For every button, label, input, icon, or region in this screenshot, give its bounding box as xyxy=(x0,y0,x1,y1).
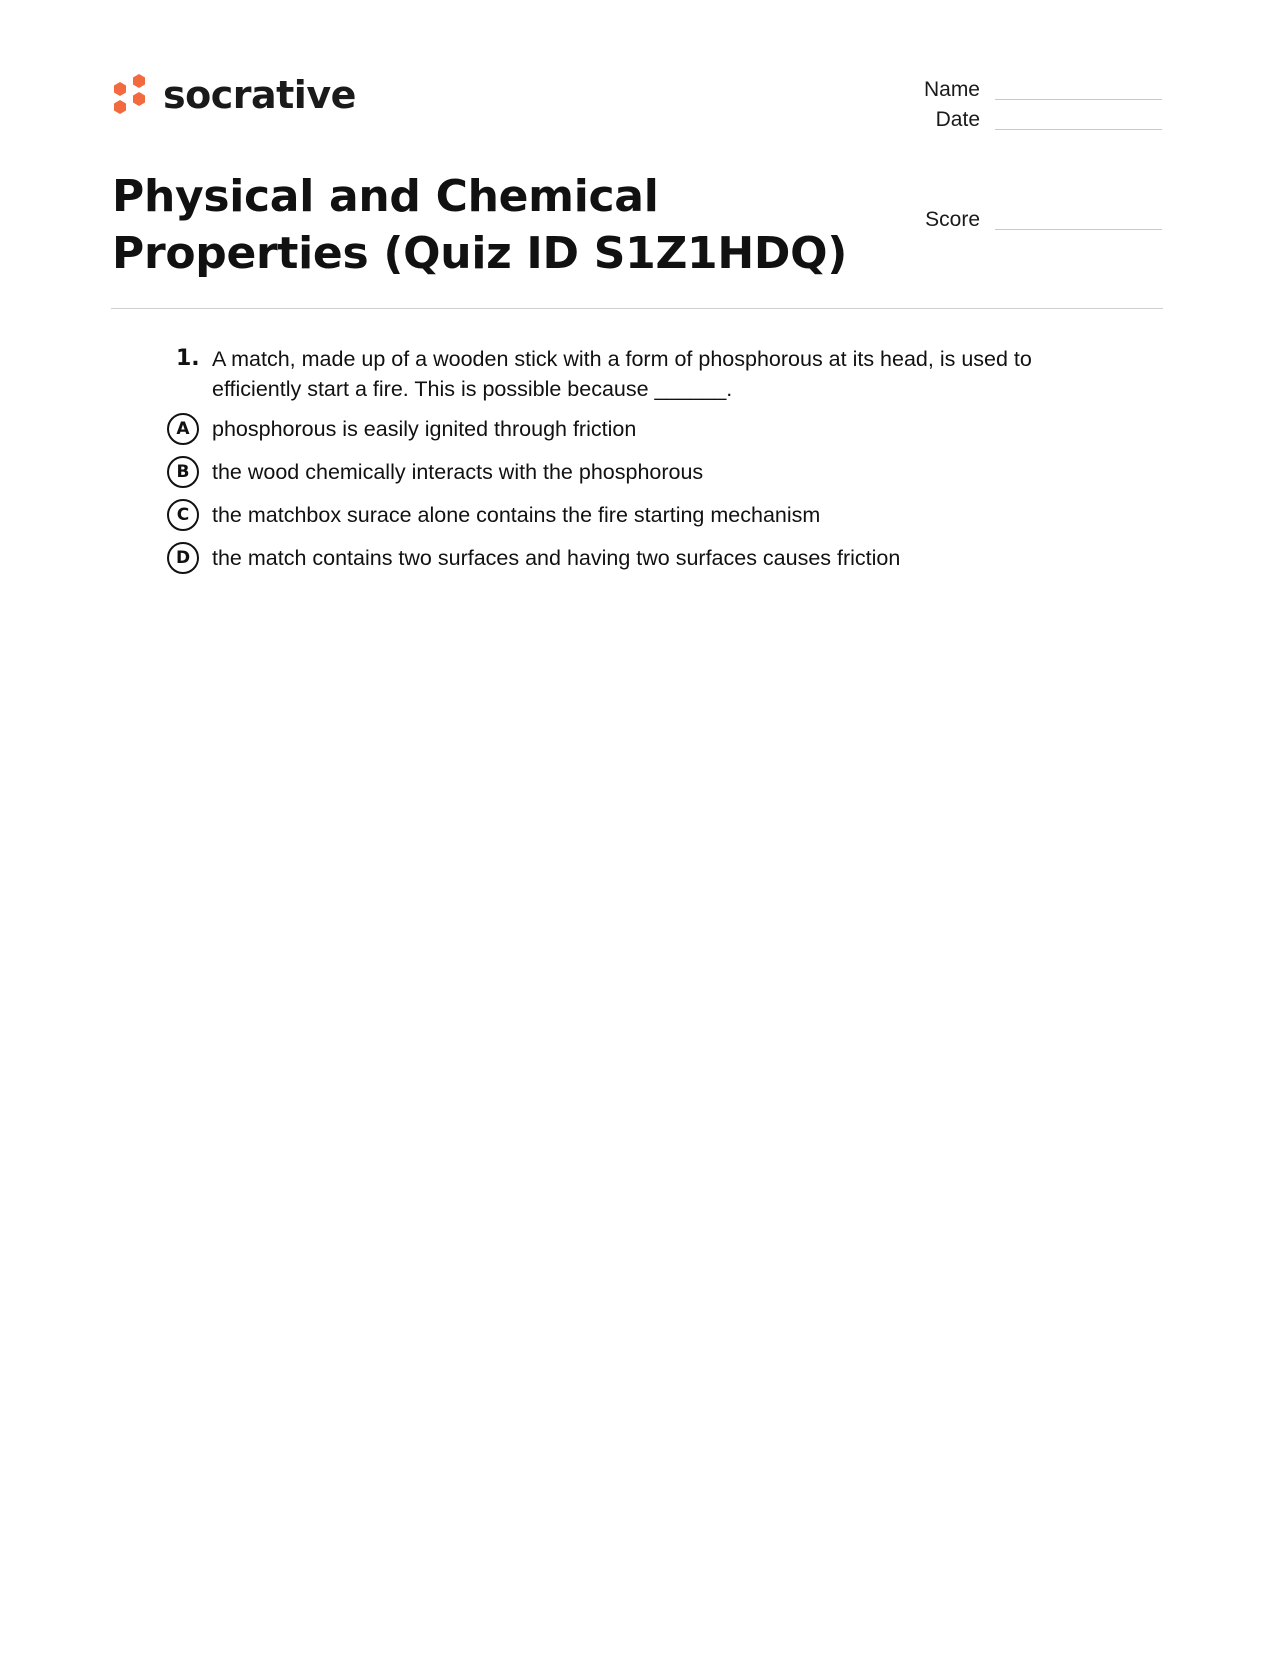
option-text: the matchbox surace alone contains the fire starting mechanism xyxy=(212,502,821,527)
name-line xyxy=(995,99,1162,100)
header-divider xyxy=(111,308,1163,309)
socrative-logo xyxy=(111,72,356,122)
page-title: Physical and Chemical Properties (Quiz ID S1Z1HDQ) xyxy=(112,171,848,279)
date-label: Date xyxy=(935,108,980,131)
option-b xyxy=(160,453,1120,490)
option-text: the wood chemically interacts with the phosphorous xyxy=(212,459,704,484)
date-line xyxy=(995,129,1162,130)
option-letter-badge: D xyxy=(167,542,199,574)
brand-name: socrative xyxy=(163,73,356,117)
question-number: 1. xyxy=(176,346,200,371)
name-label: Name xyxy=(923,78,980,101)
score-label: Score xyxy=(925,208,980,231)
option-a xyxy=(160,410,1120,447)
option-letter-badge: C xyxy=(167,499,199,531)
option-letter-badge: B xyxy=(167,456,199,488)
score-field xyxy=(860,208,1162,232)
option-d xyxy=(160,539,1120,576)
option-text: phosphorous is easily ignited through friction xyxy=(212,416,637,441)
question-1 xyxy=(160,344,1120,582)
answer-options xyxy=(160,410,1120,576)
option-c xyxy=(160,496,1120,533)
hexagon-cluster-logo-icon xyxy=(111,72,151,122)
name-field xyxy=(860,78,1162,102)
date-field xyxy=(860,108,1162,132)
option-letter-badge: A xyxy=(167,413,199,445)
question-text: A match, made up of a wooden stick with a form of phosphorous at its head, is used to efficiently start a fire. This is possible because ______. xyxy=(212,347,1032,401)
score-line xyxy=(995,229,1162,230)
option-text: the match contains two surfaces and having two surfaces causes friction xyxy=(212,545,901,570)
